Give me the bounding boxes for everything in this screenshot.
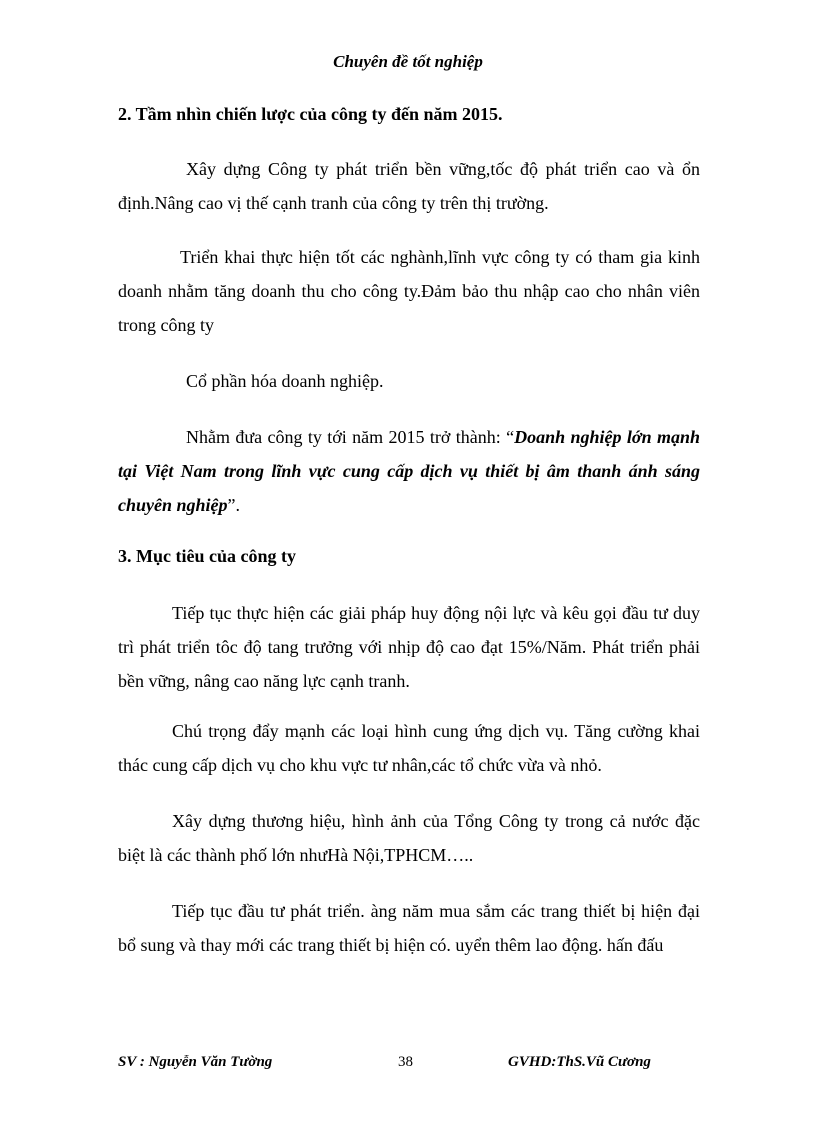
vision-lead-text: Nhằm đưa công ty tới năm 2015 trở thành: “ — [186, 427, 515, 447]
footer-page-number: 38 — [398, 1054, 413, 1070]
section-2-heading: 2. Tầm nhìn chiến lược của công ty đến năm 2015. — [118, 104, 503, 124]
section-2-paragraph-3: Cổ phần hóa doanh nghiệp. — [186, 371, 384, 391]
vision-statement: Doanh nghiệp lớn mạnh tại Việt Nam trong lĩnh vực cung cấp dịch vụ thiết bị âm thanh ánh sáng chuyên nghiệp — [118, 427, 700, 515]
footer-student-name: SV : Nguyễn Văn Tường — [118, 1054, 273, 1070]
section-3-heading: 3. Mục tiêu của công ty — [118, 546, 296, 566]
section-3-paragraph-3: Xây dựng thương hiệu, hình ảnh của Tổng Công ty trong cả nước đặc biệt là các thành phố lớn nhưHà Nội,TPHCM….. — [118, 811, 700, 865]
section-2-paragraph-1: Xây dựng Công ty phát triển bền vững,tốc độ phát triển cao và ổn định.Nâng cao vị thế cạnh tranh của công ty trên thị trường. — [118, 159, 700, 213]
section-3-paragraph-4: Tiếp tục đầu tư phát triển. àng năm mua sắm các trang thiết bị hiện đại bổ sung và thay mới các trang thiết bị hiện có. uyển thêm lao động. hấn đấu — [118, 901, 700, 955]
page-footer — [0, 1054, 816, 1078]
footer-advisor-name: GVHD:ThS.Vũ Cương — [508, 1054, 651, 1070]
section-3-paragraph-2: Chú trọng đẩy mạnh các loại hình cung ứng dịch vụ. Tăng cường khai thác cung cấp dịch vụ cho khu vực tư nhân,các tổ chức vừa và nhỏ. — [118, 721, 700, 775]
section-3-paragraph-1: Tiếp tục thực hiện các giải pháp huy động nội lực và kêu gọi đầu tư duy trì phát triển tôc độ tang trưởng với nhịp độ cao đạt 15%/Năm. Phát triển phải bền vững, nâng cao năng lực cạnh tranh. — [118, 603, 700, 691]
page-header-title: Chuyên đề tốt nghiệp — [333, 52, 483, 71]
section-2-paragraph-2: Triển khai thực hiện tốt các nghành,lĩnh vực công ty có tham gia kinh doanh nhằm tăng doanh thu cho công ty.Đảm bảo thu nhập cao cho nhân viên trong công ty — [118, 247, 700, 335]
section-2-paragraph-4 — [118, 420, 700, 522]
vision-tail-text: ”. — [227, 495, 241, 515]
